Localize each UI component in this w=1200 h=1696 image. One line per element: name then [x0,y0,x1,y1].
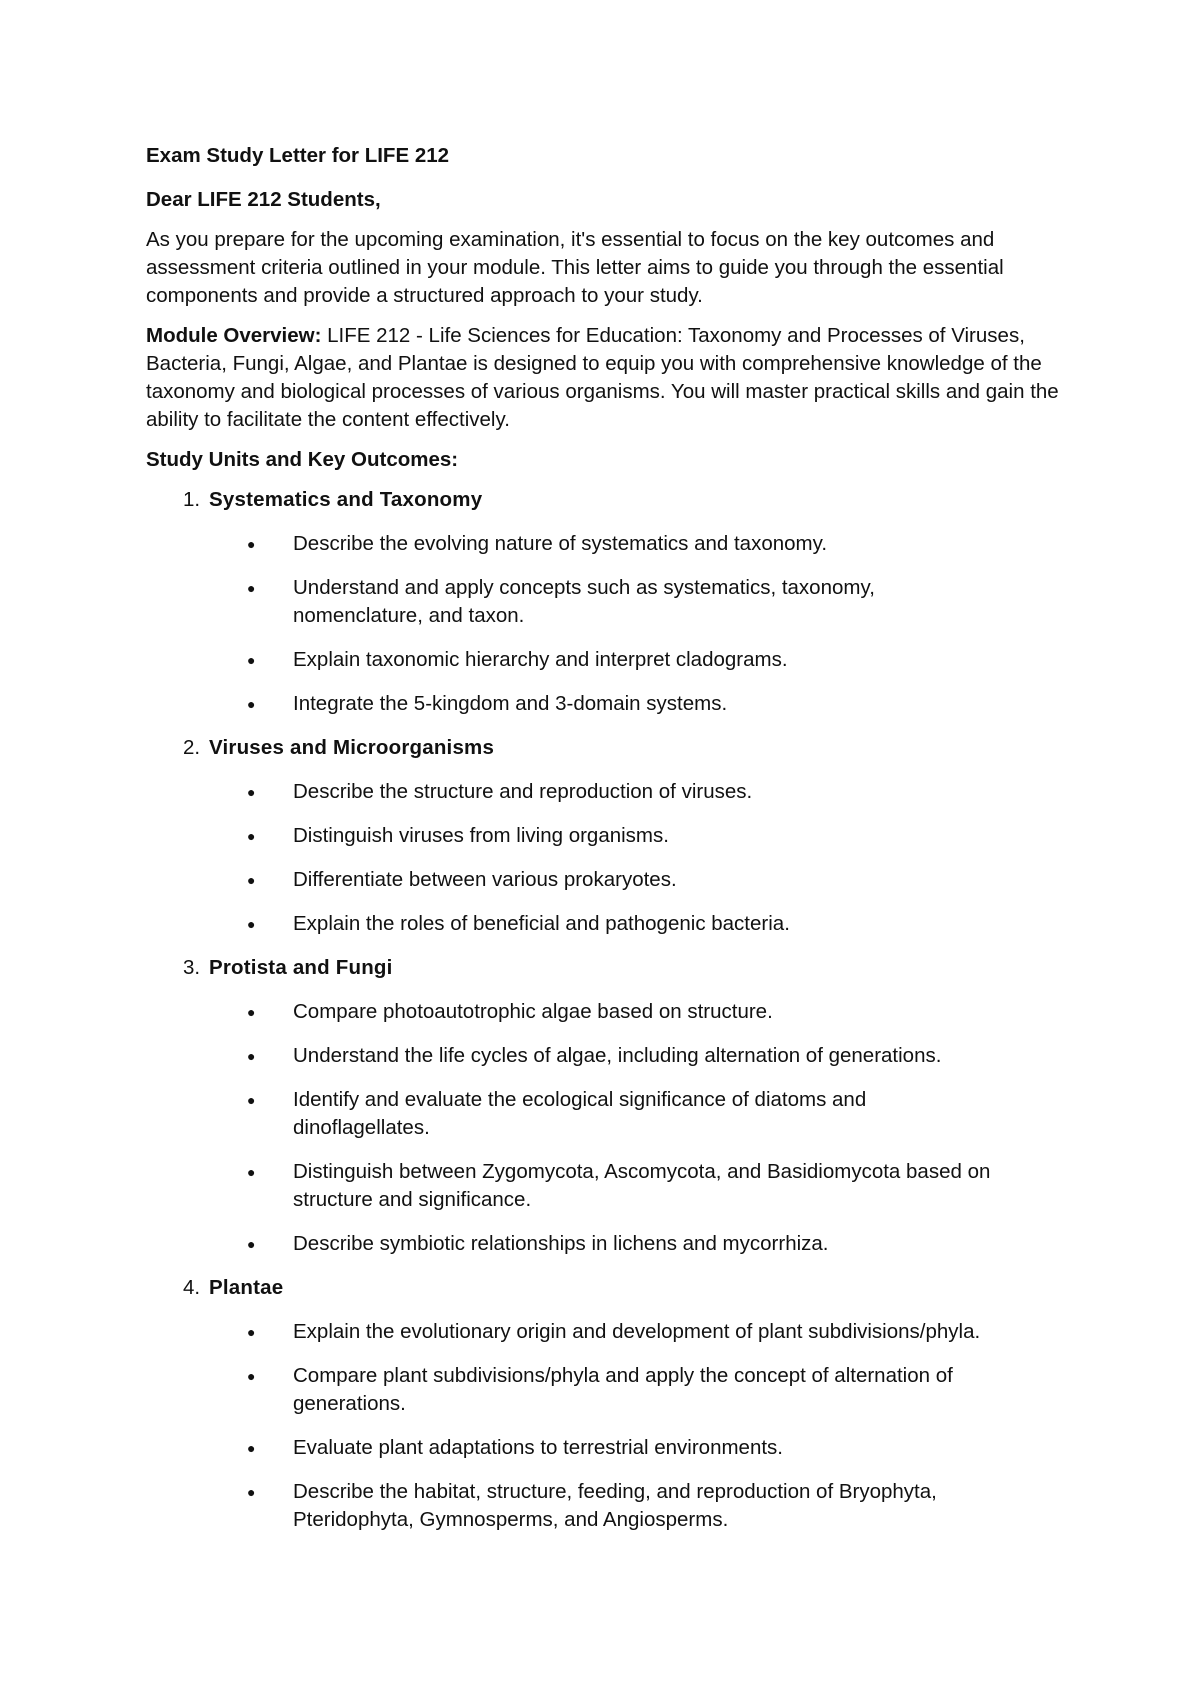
bullet-icon: ● [247,696,256,712]
outcome-text: Compare photoautotrophic algae based on structure. [293,1000,773,1023]
study-unit [146,486,1066,718]
outcome-item [146,574,1066,630]
outcome-list [146,530,1066,718]
outcome-text: Distinguish between Zygomycota, Ascomycota, and Basidiomycota based on structure and significance. [293,1160,991,1211]
outcome-item [146,1086,1066,1142]
document-body [146,142,1066,1550]
outcome-item [146,910,1066,938]
study-unit-heading [146,486,1066,514]
outcome-text: Describe the structure and reproduction of viruses. [293,780,753,803]
outcome-item [146,530,1066,558]
bullet-icon: ● [247,1324,256,1340]
bullet-icon: ● [247,1440,256,1456]
outcome-list [146,1318,1066,1534]
overview-text: LIFE 212 - Life Sciences for Education: Taxonomy and Processes of Viruses, Bacteria, Fungi, Algae, and Plantae is designed to equip you with comprehensive knowledge of the taxonomy and biological processes of various organisms. You will master practical skills and gain the ability to facilitate the content effectively. [146,324,1059,431]
study-unit-number: 2. [183,736,201,759]
study-unit-heading [146,734,1066,762]
bullet-icon: ● [247,1484,256,1500]
outcome-item [146,778,1066,806]
bullet-icon: ● [247,872,256,888]
bullet-icon: ● [247,1004,256,1020]
outcome-item [146,1230,1066,1258]
study-unit-heading [146,954,1066,982]
outcome-text: Evaluate plant adaptations to terrestrial environments. [293,1436,783,1459]
bullet-icon: ● [247,1236,256,1252]
outcome-text: Integrate the 5-kingdom and 3-domain systems. [293,692,728,715]
outcome-text: Understand and apply concepts such as systematics, taxonomy, nomenclature, and taxon. [293,576,875,627]
bullet-icon: ● [247,652,256,668]
outcome-text: Compare plant subdivisions/phyla and apply the concept of alternation of generations. [293,1364,953,1415]
bullet-icon: ● [247,580,256,596]
study-unit [146,1274,1066,1534]
outcome-item [146,822,1066,850]
study-unit-title: Plantae [209,1276,284,1299]
outcome-text: Describe the habitat, structure, feeding, and reproduction of Bryophyta, Pteridophyta, Gymnosperms, and Angiosperms. [293,1480,937,1531]
outcome-item [146,1434,1066,1462]
outcome-text: Describe the evolving nature of systematics and taxonomy. [293,532,828,555]
overview-label: Module Overview: [146,324,322,347]
outcome-item [146,690,1066,718]
study-unit [146,954,1066,1258]
study-unit-number: 4. [183,1276,201,1299]
study-unit-heading [146,1274,1066,1302]
study-unit-title: Viruses and Microorganisms [209,736,495,759]
document-title: Exam Study Letter for LIFE 212 [146,144,450,167]
outcome-item [146,998,1066,1026]
salutation: Dear LIFE 212 Students, [146,188,381,211]
outcome-text: Describe symbiotic relationships in lichens and mycorrhiza. [293,1232,829,1255]
outcome-item [146,1158,1066,1214]
outcome-item [146,646,1066,674]
study-units-list [146,486,1066,1534]
study-unit-number: 3. [183,956,201,979]
bullet-icon: ● [247,536,256,552]
bullet-icon: ● [247,828,256,844]
outcome-text: Explain the roles of beneficial and pathogenic bacteria. [293,912,790,935]
outcome-text: Understand the life cycles of algae, including alternation of generations. [293,1044,942,1067]
bullet-icon: ● [247,1048,256,1064]
study-unit [146,734,1066,938]
outcome-list [146,998,1066,1258]
bullet-icon: ● [247,1164,256,1180]
study-unit-title: Systematics and Taxonomy [209,488,483,511]
outcome-item [146,1362,1066,1418]
bullet-icon: ● [247,1368,256,1384]
outcome-item [146,1478,1066,1534]
outcome-item [146,866,1066,894]
outcome-text: Explain the evolutionary origin and development of plant subdivisions/phyla. [293,1320,981,1343]
outcome-list [146,778,1066,938]
outcome-item [146,1042,1066,1070]
study-unit-title: Protista and Fungi [209,956,393,979]
outcome-text: Differentiate between various prokaryotes. [293,868,677,891]
outcome-text: Explain taxonomic hierarchy and interpret cladograms. [293,648,788,671]
bullet-icon: ● [247,784,256,800]
outcome-item [146,1318,1066,1346]
study-units-heading: Study Units and Key Outcomes: [146,448,459,471]
bullet-icon: ● [247,916,256,932]
outcome-text: Distinguish viruses from living organisms. [293,824,669,847]
overview-paragraph [146,322,1066,434]
intro-paragraph: As you prepare for the upcoming examination, it's essential to focus on the key outcomes and assessment criteria outlined in your module. This letter aims to guide you through the essential components and provide a structured approach to your study. [146,228,1004,307]
outcome-text: Identify and evaluate the ecological significance of diatoms and dinoflagellates. [293,1088,867,1139]
study-unit-number: 1. [183,488,201,511]
bullet-icon: ● [247,1092,256,1108]
